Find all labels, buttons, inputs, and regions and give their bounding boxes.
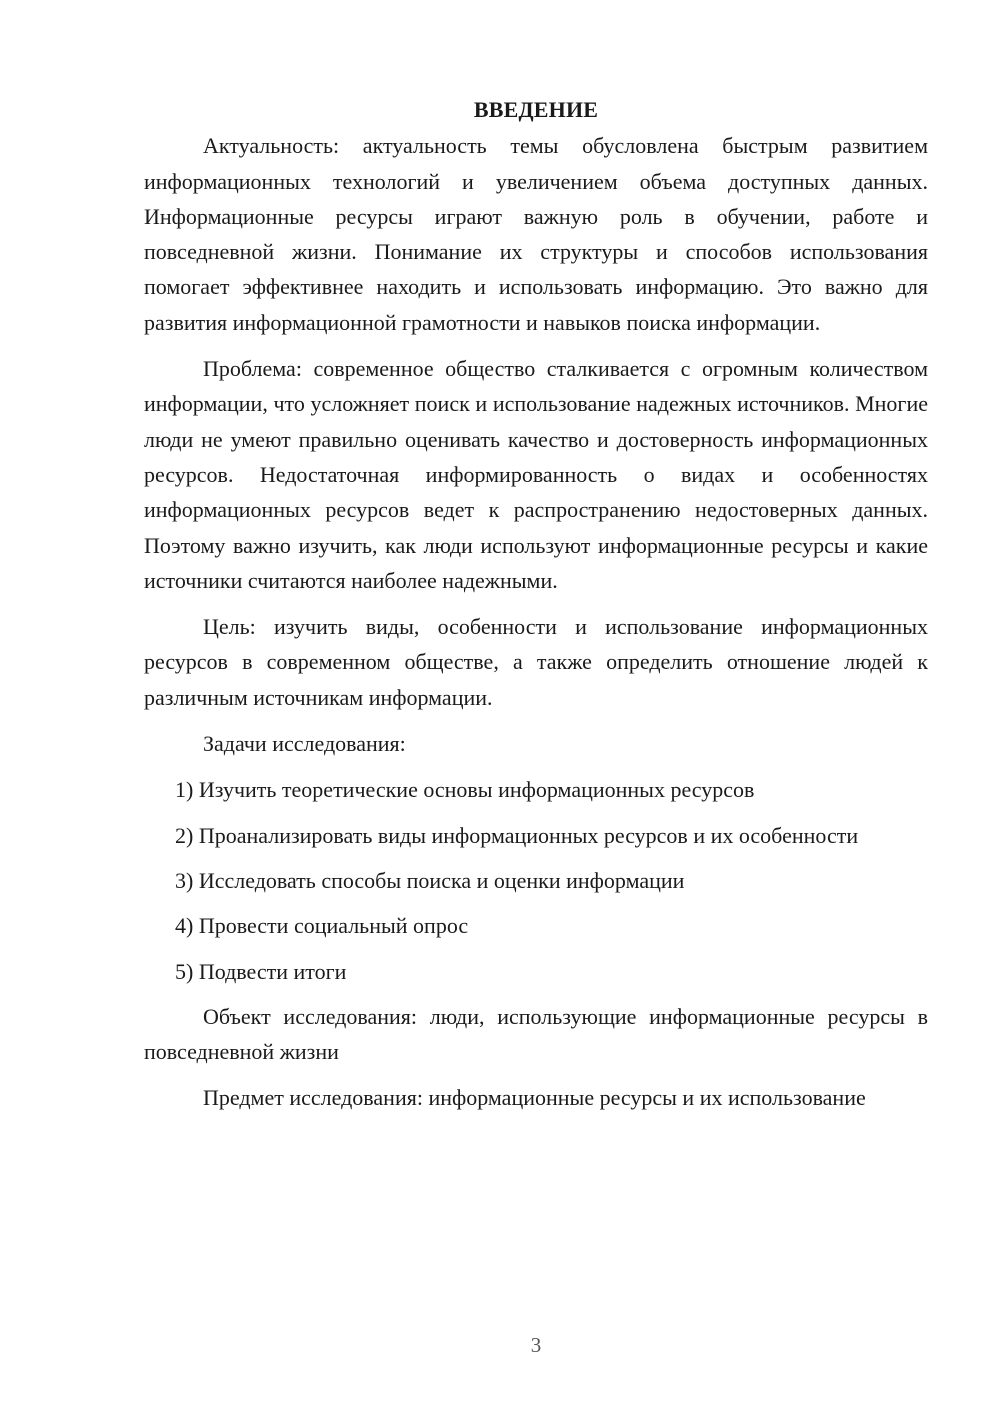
section-title: ВВЕДЕНИЕ	[473, 97, 599, 122]
page-content	[144, 92, 928, 1127]
task-item: 5) Подвести итоги	[175, 958, 347, 984]
problem-paragraph: Проблема: современное общество сталкивается с огромным количеством информации, что усложняет поиск и использование надежных источников. Многие люди не умеют правильно оценивать качество и достоверность информационных ресурсов. Недостаточная информированность о видах и особенностях информационных ресурсов ведет к распространению недостоверных данных. Поэтому важно изучить, как люди используют информационные ресурсы и какие источники считаются наиболее надежными.	[144, 356, 928, 593]
task-item: 2) Проанализировать виды информационных ресурсов и их особенности	[175, 822, 859, 848]
task-item: 3) Исследовать способы поиска и оценки информации	[175, 867, 685, 893]
goal-paragraph: Цель: изучить виды, особенности и использование информационных ресурсов в современном обществе, а также определить отношение людей к различным источникам информации.	[144, 614, 928, 710]
object-paragraph: Объект исследования: люди, использующие информационные ресурсы в повседневной жизни	[144, 1003, 928, 1065]
task-item: 1) Изучить теоретические основы информационных ресурсов	[175, 777, 755, 803]
task-item: 4) Провести социальный опрос	[175, 913, 469, 939]
tasks-list	[144, 772, 928, 988]
page-number: 3	[530, 1333, 542, 1357]
tasks-heading: Задачи исследования:	[203, 731, 406, 757]
relevance-paragraph: Актуальность: актуальность темы обусловлена быстрым развитием информационных технологий и увеличением объема доступных данных. Информационные ресурсы играют важную роль в обучении, работе и повседневной жизни. Понимание их структуры и способов использования помогает эффективнее находить и использовать информацию. Это важно для развития информационной грамотности и навыков поиска информации.	[144, 133, 928, 335]
subject-paragraph: Предмет исследования: информационные ресурсы и их использование	[203, 1085, 866, 1111]
